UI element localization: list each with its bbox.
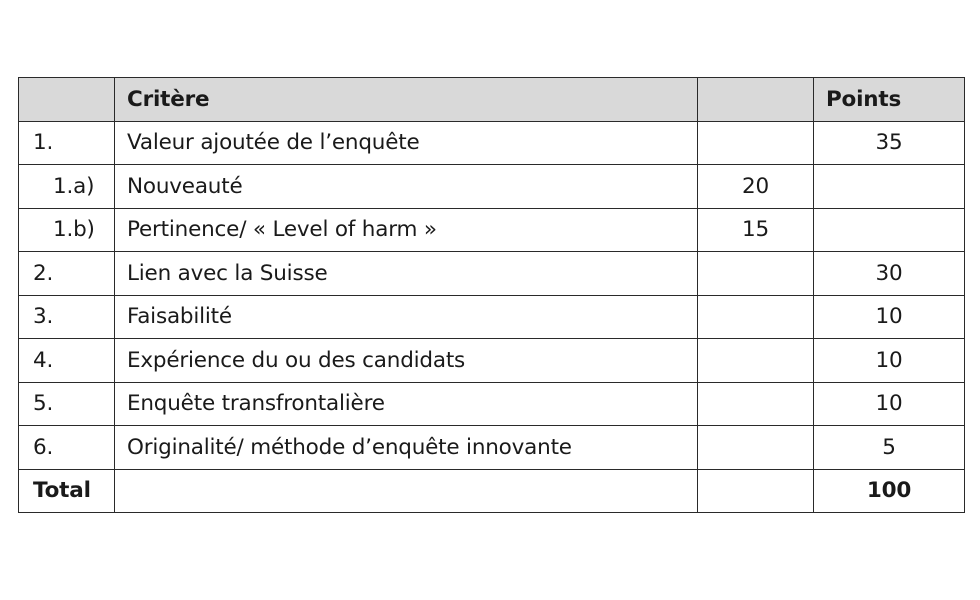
table-row	[19, 252, 965, 296]
table-row	[19, 208, 965, 252]
row-points: 10	[814, 382, 965, 426]
row-criterion: Valeur ajoutée de l’enquête	[115, 121, 698, 165]
row-number: 3.	[19, 295, 115, 339]
row-number: 1.	[19, 121, 115, 165]
total-label: Total	[19, 469, 115, 513]
row-points: 10	[814, 339, 965, 383]
row-criterion: Lien avec la Suisse	[115, 252, 698, 296]
row-subpoints	[698, 382, 814, 426]
criteria-table	[18, 77, 965, 513]
header-subpoints-cell	[698, 78, 814, 122]
table-row	[19, 165, 965, 209]
row-number: 2.	[19, 252, 115, 296]
total-points: 100	[814, 469, 965, 513]
row-subpoints	[698, 121, 814, 165]
row-points: 10	[814, 295, 965, 339]
table-row	[19, 339, 965, 383]
row-points	[814, 208, 965, 252]
table-row	[19, 426, 965, 470]
row-criterion: Faisabilité	[115, 295, 698, 339]
row-number: 6.	[19, 426, 115, 470]
row-criterion: Expérience du ou des candidats	[115, 339, 698, 383]
header-criterion-cell: Critère	[115, 78, 698, 122]
row-subpoints	[698, 339, 814, 383]
row-points: 30	[814, 252, 965, 296]
row-points: 35	[814, 121, 965, 165]
row-subpoints	[698, 252, 814, 296]
row-number: 1.b)	[19, 208, 115, 252]
row-points: 5	[814, 426, 965, 470]
row-subpoints: 20	[698, 165, 814, 209]
table-header-row	[19, 78, 965, 122]
row-subpoints: 15	[698, 208, 814, 252]
header-points-cell: Points	[814, 78, 965, 122]
row-subpoints	[698, 295, 814, 339]
table-row	[19, 121, 965, 165]
row-criterion: Pertinence/ « Level of harm »	[115, 208, 698, 252]
row-subpoints	[698, 426, 814, 470]
row-criterion: Enquête transfrontalière	[115, 382, 698, 426]
row-points	[814, 165, 965, 209]
table-row	[19, 295, 965, 339]
row-criterion: Nouveauté	[115, 165, 698, 209]
row-number: 4.	[19, 339, 115, 383]
total-empty-subpoints-cell	[698, 469, 814, 513]
header-number-cell	[19, 78, 115, 122]
row-criterion: Originalité/ méthode d’enquête innovante	[115, 426, 698, 470]
row-number: 1.a)	[19, 165, 115, 209]
total-row	[19, 469, 965, 513]
table-row	[19, 382, 965, 426]
total-empty-cell	[115, 469, 698, 513]
row-number: 5.	[19, 382, 115, 426]
